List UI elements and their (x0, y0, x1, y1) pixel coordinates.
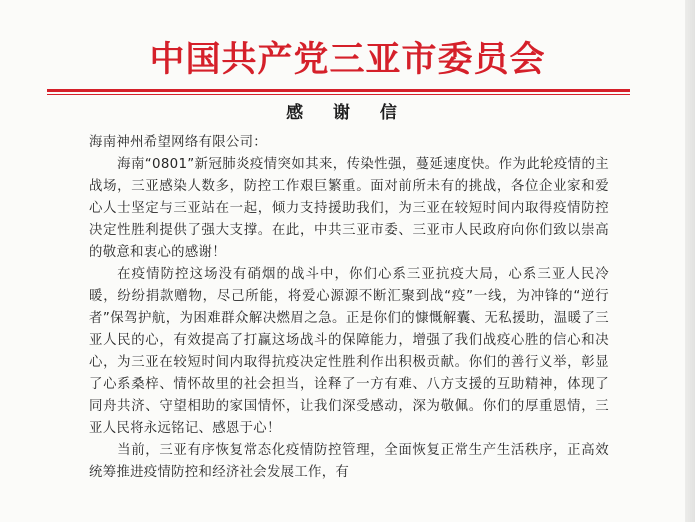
letter-body (89, 132, 609, 484)
letter-title: 感 谢 信 (286, 103, 409, 123)
page-edge-shadow (685, 0, 695, 522)
letter-paragraph-3: 当前，三亚有序恢复常态化疫情防控管理，全面恢复正常生产生活秩序，正高效统筹推进疫情防控和经济社会发展工作，有 (89, 443, 609, 480)
letterhead-org-name: 中国共产党三亚市委员会 (149, 39, 546, 80)
letter-paragraph-2: 在疫情防控这场没有硝烟的战斗中，你们心系三亚抗疫大局，心系三亚人民冷暖，纷纷捐款赠物，尽己所能，将爱心源源不断汇聚到战“疫”一线，为冲锋的“逆行者”保驾护航，为困难群众解决燃眉之急。正是你们的慷慨解囊、无私援助，温暖了三亚人民的心，有效提高了打赢这场战斗的保障能力，增强了我们战疫心胜的信心和决心，为三亚在较短时间内取得抗疫决定性胜利作出积极贡献。你们的善行义举，彰显了心系桑梓、情怀故里的社会担当，诠释了一方有难、八方支援的互助精神，体现了同舟共济、守望相助的家国情怀，让我们深受感动，深为敬佩。你们的厚重恩情，三亚人民将永远铭记、感恩于心！ (89, 267, 609, 436)
letter-salutation: 海南神州希望网络有限公司： (89, 135, 267, 150)
letterhead-rule-thick (47, 89, 630, 92)
letterhead-rule-thin (47, 94, 630, 95)
letter-paragraph-1: 海南“0801”新冠肺炎疫情突如其来，传染性强，蔓延速度快。作为此轮疫情的主战场，三亚感染人数多，防控工作艰巨繁重。面对前所未有的挑战，各位企业家和爱心人士坚定与三亚站在一起，倾力支持援助我们，为三亚在较短时间内取得疫情防控决定性胜利提供了强大支撑。在此，中共三亚市委、三亚市人民政府向你们致以崇高的敬意和衷心的感谢！ (89, 157, 609, 260)
